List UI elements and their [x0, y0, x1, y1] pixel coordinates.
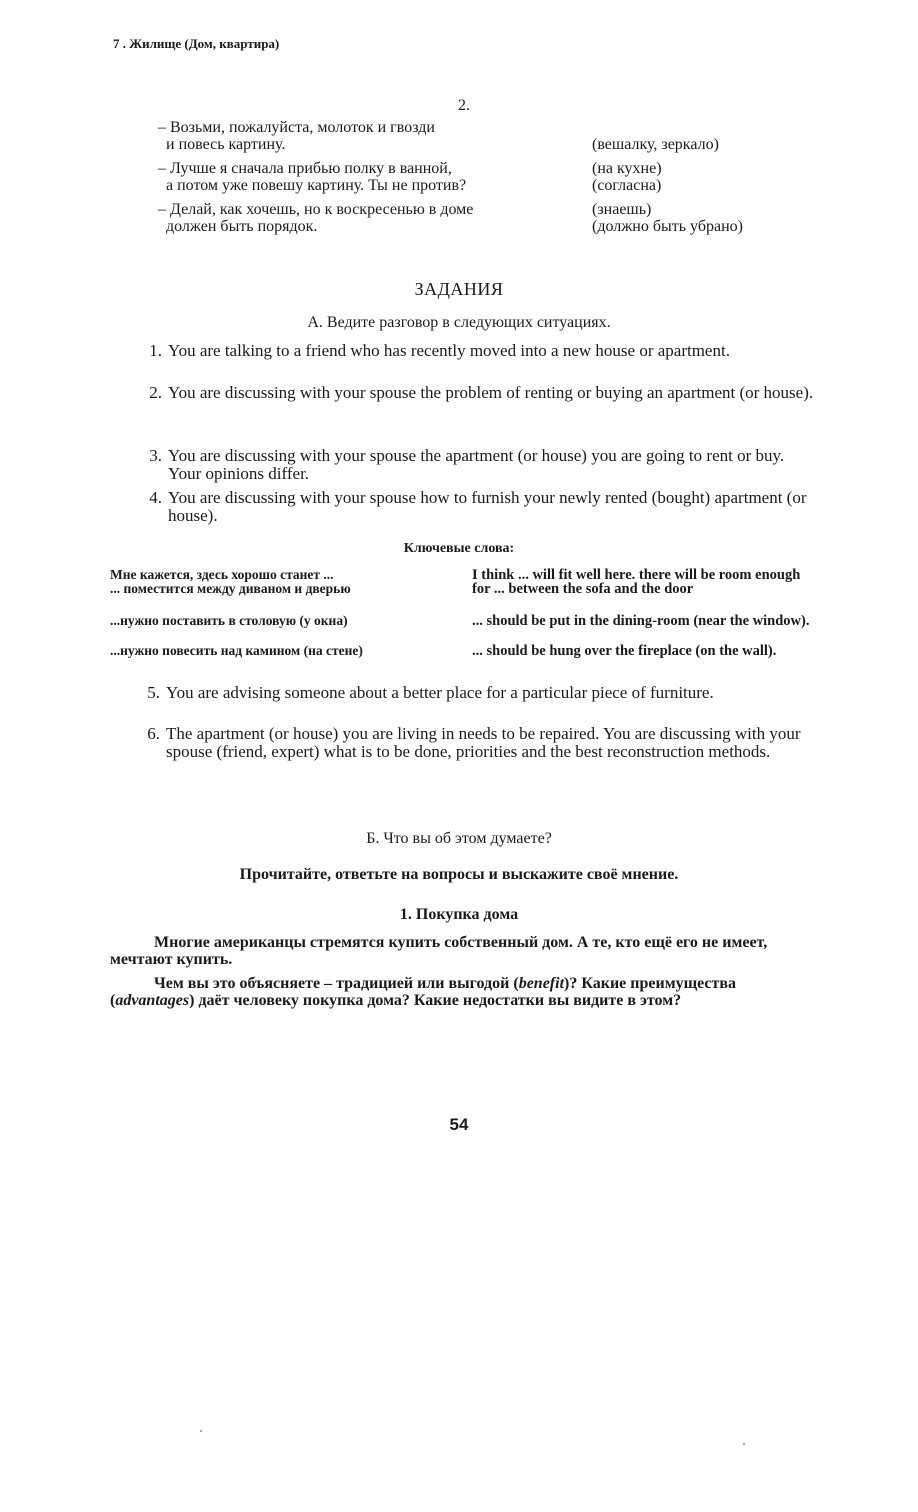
paragraph: Многие американцы стремятся купить собственный дом. А те, кто ещё его не имеет, мечтают купить.: [110, 934, 768, 968]
task-text: The apartment (or house) you are living in needs to be repaired. You are discussing with your spouse (friend, expert) what is to be done, priorities and the best reconstruction methods.: [166, 724, 801, 761]
section-a-heading: А. Ведите разговор в следующих ситуациях.: [307, 314, 611, 331]
topic-title: 1. Покупка дома: [399, 906, 519, 923]
task-item: [138, 342, 818, 378]
task-number: 6.: [147, 724, 160, 743]
running-header: 7 . Жилище (Дом, квартира): [113, 36, 280, 51]
scan-speck: [200, 1430, 202, 1432]
task-text: You are advising someone about a better place for a particular piece of furniture.: [166, 683, 714, 702]
dialogue-substitution-3: (знаешь) (должно быть убрано): [592, 201, 743, 235]
task-text: You are talking to a friend who has recently moved into a new house or apartment.: [168, 341, 730, 360]
scan-speck: [743, 1443, 745, 1445]
task-number: 1.: [149, 341, 162, 360]
dialogue-number: 2.: [458, 97, 470, 114]
task-item: [138, 384, 818, 420]
task-text: You are discussing with your spouse the apartment (or house) you are going to rent or buy. Your opinions differ.: [168, 446, 785, 483]
task-text: You are discussing with your spouse how to furnish your newly rented (bought) apartment (or house).: [168, 488, 807, 525]
tasks-heading: ЗАДАНИЯ: [414, 279, 504, 299]
keyword-ru: Мне кажется, здесь хорошо станет ... ... поместится между диваном и дверью: [110, 567, 351, 596]
paragraph: Чем вы это объясняете – традицией или выгодой (benefit)? Какие преимущества (advantages) даёт человеку покупка дома? Какие недостатки вы видите в этом?: [110, 975, 737, 1009]
task-item: [138, 489, 818, 525]
dialogue-line-2: – Лучше я сначала прибью полку в ванной, а потом уже повешу картину. Ты не против?: [158, 160, 467, 194]
task-number: 3.: [149, 446, 162, 465]
section-b-heading: Б. Что вы об этом думаете?: [366, 830, 552, 847]
task-item: [136, 684, 818, 720]
dialogue-substitution-2: (на кухне) (согласна): [592, 160, 662, 194]
dialogue-line-1: – Возьми, пожалуйста, молоток и гвозди и повесь картину.: [158, 119, 435, 153]
keyword-ru: ...нужно повесить над камином (на стене): [110, 643, 363, 658]
keyword-en: ... should be hung over the fireplace (on the wall).: [472, 643, 777, 659]
keyword-ru: ...нужно поставить в столовую (у окна): [110, 613, 348, 628]
dialogue-line-3: – Делай, как хочешь, но к воскресенью в доме должен быть порядок.: [158, 201, 474, 235]
section-b-instruction: Прочитайте, ответьте на вопросы и выскажите своё мнение.: [239, 866, 679, 883]
page-number: 54: [449, 1115, 469, 1134]
task-item: [138, 447, 818, 483]
task-number: 4.: [149, 488, 162, 507]
task-number: 2.: [149, 383, 162, 402]
keyword-en: I think ... will fit well here. there will be room enough for ... between the sofa and the door: [472, 567, 801, 597]
task-item: [136, 725, 818, 781]
task-text: You are discussing with your spouse the problem of renting or buying an apartment (or house).: [168, 383, 814, 402]
keywords-heading: Ключевые слова:: [403, 541, 515, 556]
task-number: 5.: [147, 683, 160, 702]
keyword-en: ... should be put in the dining-room (near the window).: [472, 613, 810, 629]
dialogue-substitution-1: (вешалку, зеркало): [592, 136, 719, 153]
